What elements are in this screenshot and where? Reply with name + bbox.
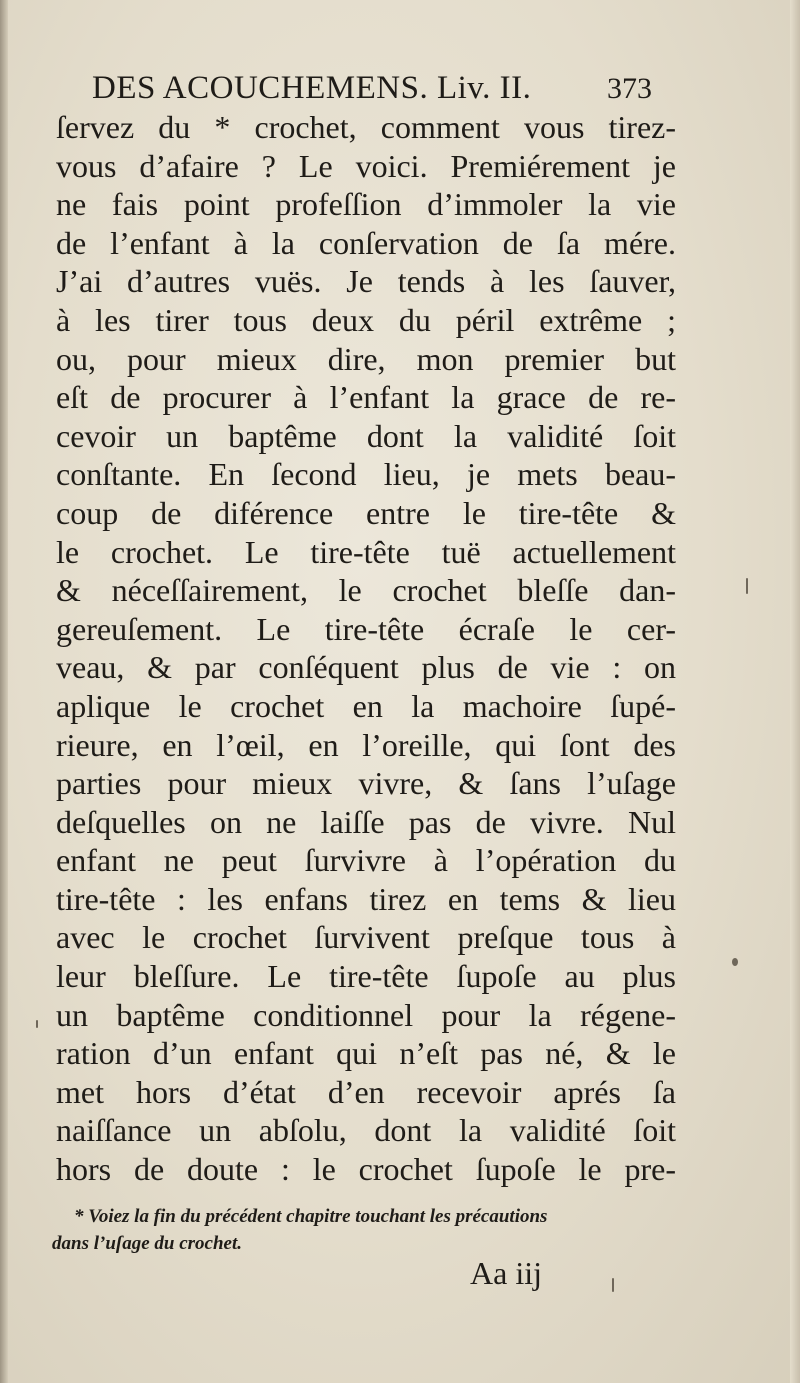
- text-line: ſervez du * crochet, comment vous tirez-: [56, 109, 676, 145]
- footnote: [52, 1203, 682, 1257]
- text-line: ne fais point profeſſion d’immoler la vie: [56, 186, 676, 223]
- text-line: de l’enfant à la conſervation de ſa mére.: [56, 224, 676, 261]
- text-line: eſt de procurer à l’enfant la grace de re-: [56, 379, 676, 416]
- footnote-line: dans l’uſage du crochet.: [52, 1233, 242, 1254]
- text-line: un baptême conditionnel pour la régene-: [56, 996, 676, 1033]
- text-line: tire-tête : les enfans tirez en tems & lieu: [56, 880, 676, 917]
- text-line: vous d’afaire ? Le voici. Premiérement je: [56, 147, 676, 184]
- text-line: aplique le crochet en la machoire ſupé-: [56, 687, 676, 724]
- text-line: le crochet. Le tire-tête tuë actuellement: [56, 533, 676, 570]
- text-line: deſquelles on ne laiſſe pas de vivre. Nul: [56, 803, 676, 840]
- text-line: ration d’un enfant qui n’eſt pas né, & le: [56, 1035, 676, 1072]
- text-line: rieure, en l’œil, en l’oreille, qui ſont des: [56, 726, 676, 763]
- paper-speck: [732, 958, 738, 966]
- text-line: met hors d’état d’en recevoir aprés ſa: [56, 1073, 676, 1110]
- text-line: veau, & par conſéquent plus de vie : on: [56, 649, 676, 686]
- page-binding-edge: [0, 0, 8, 1383]
- footnote-line: * Voiez la fin du précédent chapitre touchant les précautions: [74, 1206, 548, 1227]
- text-line: parties pour mieux vivre, & ſans l’uſage: [56, 765, 676, 802]
- text-line: hors de doute : le crochet ſupoſe le pre-: [56, 1151, 676, 1188]
- paper-speck: [36, 1020, 38, 1028]
- running-title: DES ACOUCHEMENS. Liv. II.: [92, 70, 532, 106]
- text-line: conſtante. En ſecond lieu, je mets beau-: [56, 456, 676, 493]
- text-line: & néceſſairement, le crochet bleſſe dan-: [56, 572, 676, 609]
- text-line: cevoir un baptême dont la validité ſoit: [56, 417, 676, 454]
- signature-mark: Aa iij: [470, 1255, 542, 1291]
- text-line: enfant ne peut ſurvivre à l’opération du: [56, 842, 676, 879]
- text-line: leur bleſſure. Le tire-tête ſupoſe au plus: [56, 958, 676, 995]
- text-line: coup de diférence entre le tire-tête &: [56, 494, 676, 531]
- text-line: à les tirer tous deux du péril extrême ;: [56, 301, 676, 338]
- text-line: J’ai d’autres vuës. Je tends à les ſauver,: [56, 263, 676, 300]
- page-outer-edge: [790, 0, 800, 1383]
- paper-speck: [746, 578, 748, 594]
- text-line: gereuſement. Le tire-tête écraſe le cer-: [56, 610, 676, 647]
- body-text: [56, 108, 676, 1189]
- text-line: naiſſance un abſolu, dont la validité ſoit: [56, 1112, 676, 1149]
- text-line: ou, pour mieux dire, mon premier but: [56, 340, 676, 377]
- text-line: avec le crochet ſurvivent preſque tous à: [56, 919, 676, 956]
- paper-speck: [612, 1278, 614, 1292]
- page-number: 373: [607, 72, 652, 105]
